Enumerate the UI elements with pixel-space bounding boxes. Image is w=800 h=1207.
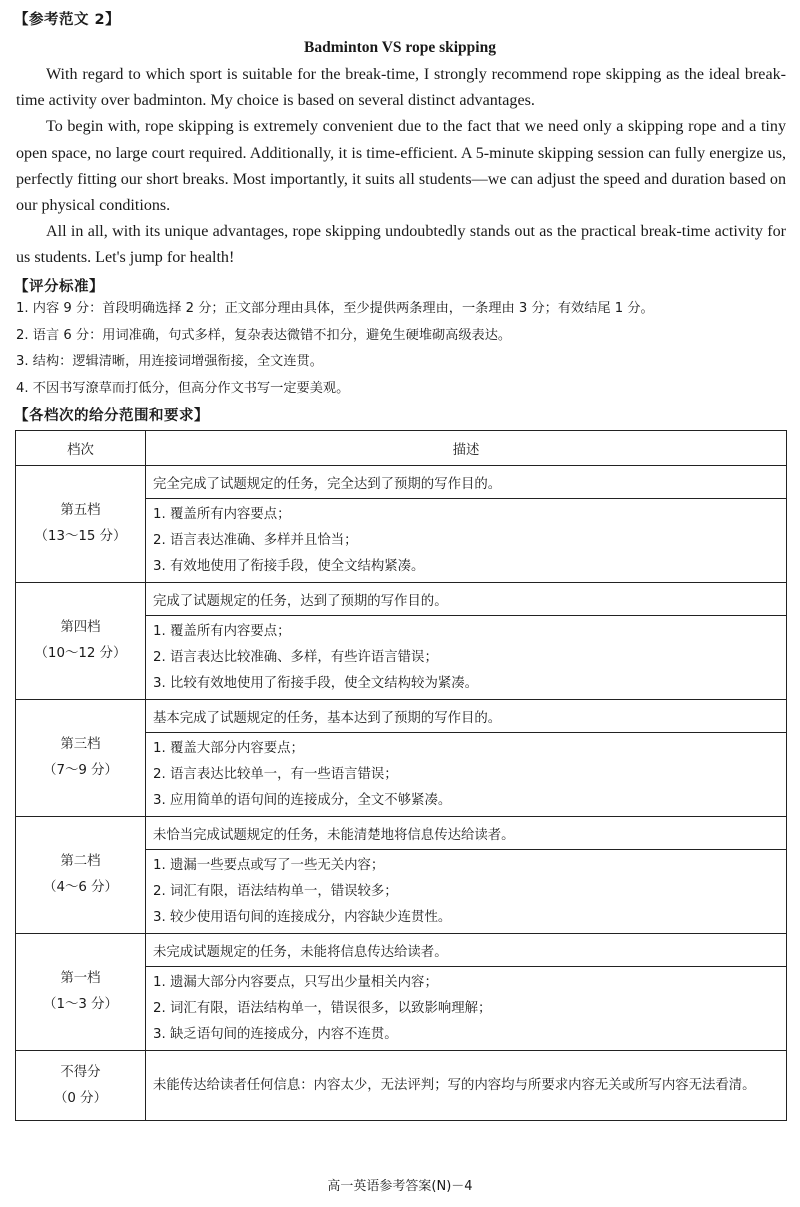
point-item: 2. 语言表达比较准确、多样，有些许语言错误； bbox=[153, 649, 438, 665]
point-item: 1. 覆盖大部分内容要点； bbox=[153, 740, 304, 756]
level-name: 不得分 bbox=[60, 1064, 101, 1080]
point-item: 1. 覆盖所有内容要点； bbox=[153, 623, 291, 639]
essay-paragraph: All in all, with its unique advantages, rope skipping undoubtedly stands out as the practical break-time activity for us students. Let's jump for health! bbox=[16, 223, 786, 267]
level-description: 未能传达给读者任何信息：内容太少，无法评判；写的内容均与所要求内容无关或所写内容无法看清。 bbox=[146, 1051, 787, 1121]
sample-essay-heading: 【参考范文 2】 bbox=[14, 12, 121, 28]
level-cell bbox=[16, 934, 146, 1051]
point-item: 1. 遗漏大部分内容要点，只写出少量相关内容； bbox=[153, 974, 438, 990]
level-summary: 基本完成了试题规定的任务，基本达到了预期的写作目的。 bbox=[146, 700, 787, 733]
level-points bbox=[146, 499, 787, 583]
essay-paragraph: To begin with, rope skipping is extremely convenient due to the fact that we need only a skipping rope and a tiny open space, no large court required. Additionally, it is time-efficient. A 5-minute skipping session can fully energize us, perfectly fitting our short breaks. Most importantly, it suits all students—we can adjust the speed and duration based on our physical conditions. bbox=[16, 118, 786, 215]
level-name: 第一档 bbox=[60, 971, 101, 986]
level-points bbox=[146, 967, 787, 1051]
level-range: （7～9 分） bbox=[43, 763, 118, 778]
level-points bbox=[146, 616, 787, 700]
level-summary: 未完成试题规定的任务，未能将信息传达给读者。 bbox=[146, 934, 787, 967]
page-footer: 高一英语参考答案(N)－4 bbox=[327, 1179, 473, 1194]
level-cell bbox=[16, 817, 146, 934]
criteria-item: 1. 内容 9 分：首段明确选择 2 分；正文部分理由具体，至少提供两条理由，一条理由 3 分；有效结尾 1 分。 bbox=[16, 301, 654, 316]
essay-title: Badminton VS rope skipping bbox=[304, 39, 496, 56]
level-name: 第五档 bbox=[60, 503, 101, 518]
level-name: 第三档 bbox=[60, 737, 101, 752]
point-item: 3. 应用简单的语句间的连接成分，全文不够紧凑。 bbox=[153, 792, 452, 808]
level-range: （10～12 分） bbox=[34, 646, 127, 661]
point-item: 1. 遗漏一些要点或写了一些无关内容； bbox=[153, 857, 385, 873]
level-range: （4～6 分） bbox=[43, 880, 118, 895]
table-row bbox=[16, 934, 787, 967]
level-summary: 完全完成了试题规定的任务，完全达到了预期的写作目的。 bbox=[146, 466, 787, 499]
essay-paragraph: With regard to which sport is suitable for the break-time, I strongly recommend rope skipping as the ideal break-time activity over badminton. My choice is based on several distinct advantages. bbox=[16, 66, 786, 110]
point-item: 2. 语言表达比较单一，有一些语言错误； bbox=[153, 766, 398, 782]
level-points bbox=[146, 850, 787, 934]
table-row bbox=[16, 583, 787, 616]
level-range: （1～3 分） bbox=[43, 997, 118, 1012]
level-range: （13～15 分） bbox=[34, 529, 127, 544]
point-item: 3. 比较有效地使用了衔接手段，使全文结构较为紧凑。 bbox=[153, 675, 479, 691]
point-item: 3. 缺乏语句间的连接成分，内容不连贯。 bbox=[153, 1026, 398, 1042]
criteria-item: 4. 不因书写潦草而打低分，但高分作文书写一定要美观。 bbox=[16, 380, 350, 396]
level-cell bbox=[16, 466, 146, 583]
level-cell bbox=[16, 1051, 146, 1121]
point-item: 3. 较少使用语句间的连接成分，内容缺少连贯性。 bbox=[153, 909, 452, 925]
level-summary: 完成了试题规定的任务，达到了预期的写作目的。 bbox=[146, 583, 787, 616]
table-row bbox=[16, 817, 787, 850]
criteria-list bbox=[16, 296, 786, 402]
criteria-item: 2. 语言 6 分：用词准确，句式多样，复杂表达微错不扣分，避免生硬堆砌高级表达。 bbox=[16, 327, 512, 343]
point-item: 2. 语言表达准确、多样并且恰当； bbox=[153, 532, 358, 548]
level-range: （0 分） bbox=[54, 1090, 107, 1106]
point-item: 1. 覆盖所有内容要点； bbox=[153, 506, 291, 522]
header-description: 描述 bbox=[146, 431, 787, 466]
table-row bbox=[16, 700, 787, 733]
table-row bbox=[16, 1051, 787, 1121]
point-item: 3. 有效地使用了衔接手段，使全文结构紧凑。 bbox=[153, 558, 425, 574]
criteria-heading: 【评分标准】 bbox=[14, 279, 104, 295]
level-name: 第四档 bbox=[60, 620, 101, 635]
grading-table bbox=[15, 430, 787, 1121]
header-level: 档次 bbox=[16, 431, 146, 466]
essay-body bbox=[16, 62, 786, 272]
point-item: 2. 词汇有限，语法结构单一，错误很多，以致影响理解； bbox=[153, 1000, 492, 1016]
level-cell bbox=[16, 700, 146, 817]
criteria-item: 3. 结构：逻辑清晰，用连接词增强衔接，全文连贯。 bbox=[16, 354, 323, 369]
level-name: 第二档 bbox=[60, 854, 101, 869]
point-item: 2. 词汇有限，语法结构单一，错误较多； bbox=[153, 883, 398, 899]
level-points bbox=[146, 733, 787, 817]
table-row bbox=[16, 466, 787, 499]
level-cell bbox=[16, 583, 146, 700]
table-header-row bbox=[16, 431, 787, 466]
levels-heading: 【各档次的给分范围和要求】 bbox=[14, 408, 209, 424]
level-summary: 未恰当完成试题规定的任务，未能清楚地将信息传达给读者。 bbox=[146, 817, 787, 850]
